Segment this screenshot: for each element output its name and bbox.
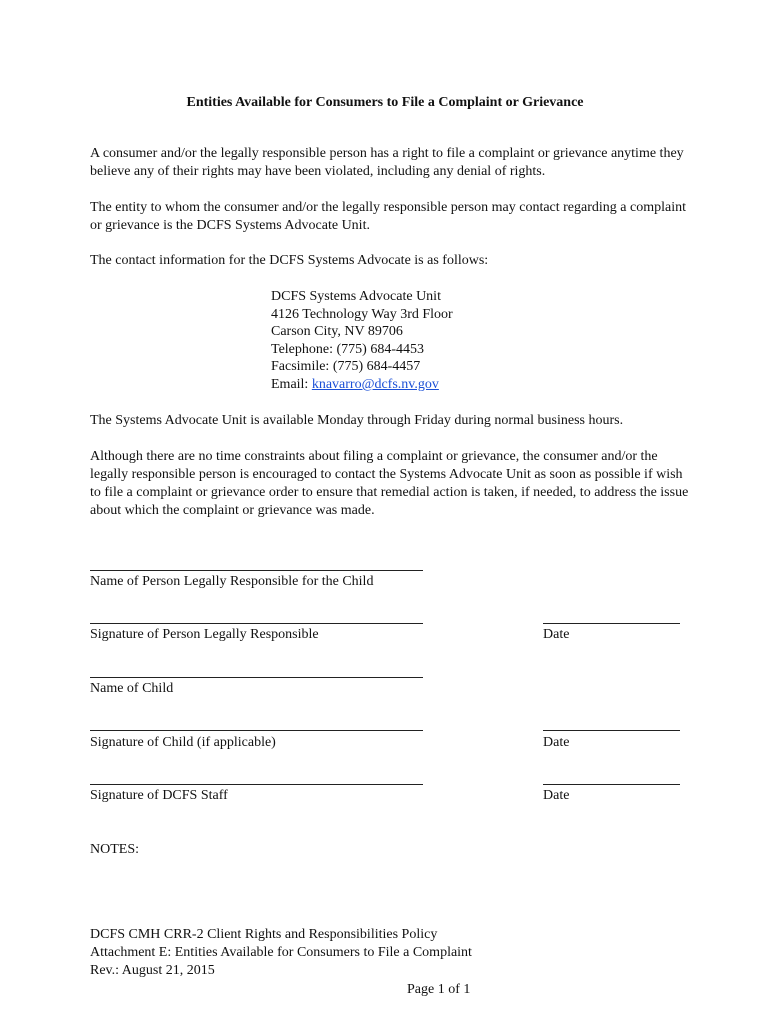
contact-street: 4126 Technology Way 3rd Floor [271, 306, 453, 322]
contact-block [271, 288, 453, 394]
legal-name-line[interactable] [90, 570, 423, 571]
document-title: Entities Available for Consumers to File a Complaint or Grievance [186, 95, 584, 110]
contact-email-label: Email: [271, 376, 312, 392]
legal-signature-label: Signature of Person Legally Responsible [90, 627, 319, 642]
paragraph-rights: A consumer and/or the legally responsible person has a right to file a complaint or grievance anytime they believe any of their rights may have been violated, including any denial of rights. [90, 146, 684, 179]
staff-signature-line[interactable] [90, 784, 423, 785]
contact-facsimile: Facsimile: (775) 684-4457 [271, 359, 421, 375]
child-date-label: Date [543, 735, 570, 750]
footer-revision-line: Rev.: August 21, 2015 [90, 963, 215, 978]
child-signature-line[interactable] [90, 730, 423, 731]
paragraph-contact-intro: The contact information for the DCFS Systems Advocate is as follows: [90, 253, 489, 268]
child-name-line[interactable] [90, 677, 423, 678]
contact-email-link[interactable]: knavarro@dcfs.nv.gov [311, 376, 439, 392]
page-number: Page 1 of 1 [407, 982, 471, 997]
legal-signature-line[interactable] [90, 623, 423, 624]
footer-policy-line: DCFS CMH CRR-2 Client Rights and Responsibilities Policy [90, 927, 438, 942]
contact-email-row [271, 376, 453, 394]
contact-telephone: Telephone: (775) 684-4453 [271, 341, 424, 357]
contact-unit: DCFS Systems Advocate Unit [271, 289, 441, 304]
paragraph-time-constraints: Although there are no time constraints about filing a complaint or grievance, the consumer and/or the legally responsible person is encouraged to contact the Systems Advocate Unit as soon as possible if wish to file a complaint or grievance order to ensure that remedial action is taken, if needed, to address the issue about which the complaint or grievance was made. [90, 449, 689, 518]
contact-city: Carson City, NV 89706 [271, 324, 403, 340]
footer-attachment-line: Attachment E: Entities Available for Consumers to File a Complaint [90, 945, 472, 960]
legal-name-label: Name of Person Legally Responsible for the Child [90, 574, 374, 589]
notes-label: NOTES: [90, 842, 139, 857]
child-signature-label: Signature of Child (if applicable) [90, 735, 276, 750]
staff-signature-label: Signature of DCFS Staff [90, 788, 228, 803]
child-name-label: Name of Child [90, 681, 174, 696]
staff-date-label: Date [543, 788, 570, 803]
legal-date-label: Date [543, 627, 570, 642]
footer-block [90, 926, 472, 980]
paragraph-entity: The entity to whom the consumer and/or the legally responsible person may contact regarding a complaint or grievance is the DCFS Systems Advocate Unit. [90, 200, 686, 233]
paragraph-availability: The Systems Advocate Unit is available Monday through Friday during normal business hours. [90, 413, 624, 428]
legal-date-line[interactable] [543, 623, 680, 624]
staff-date-line[interactable] [543, 784, 680, 785]
child-date-line[interactable] [543, 730, 680, 731]
